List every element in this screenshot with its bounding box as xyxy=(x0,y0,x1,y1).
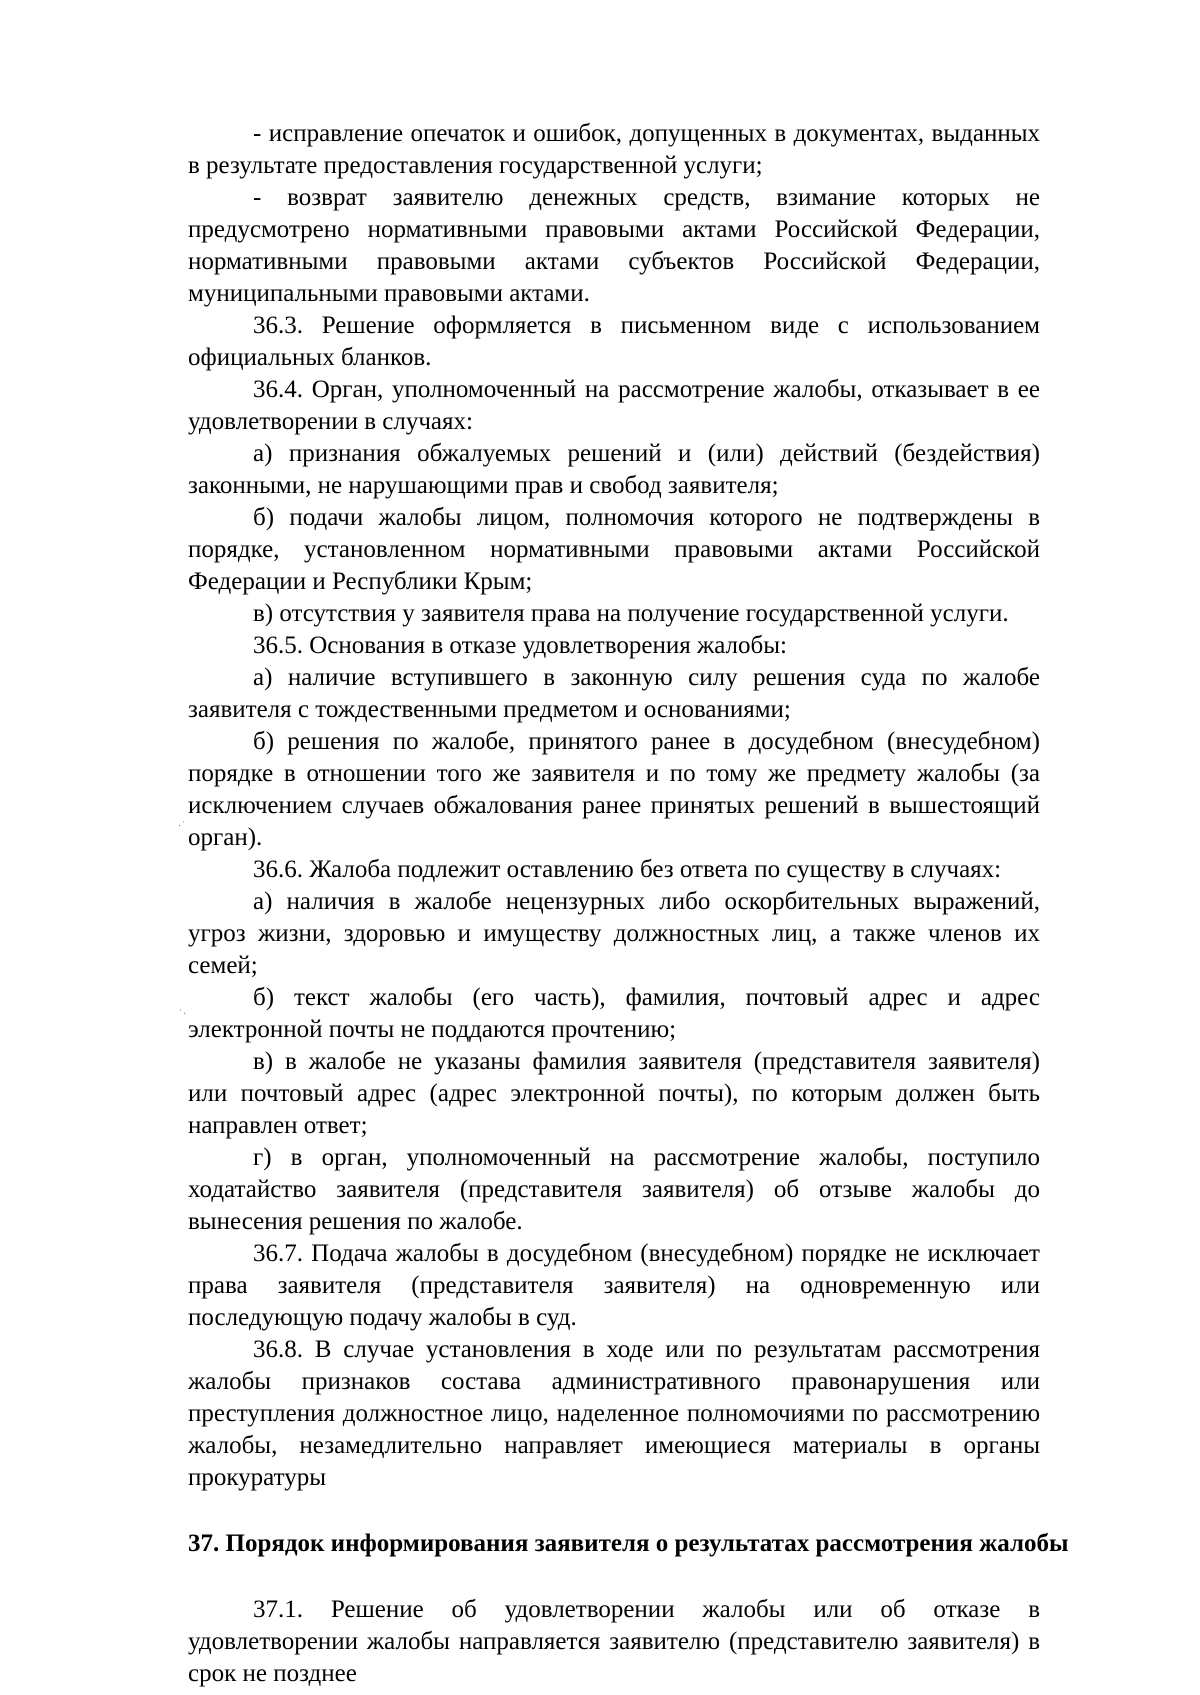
section-36-paragraph: г) в орган, уполномоченный на рассмотрение жалобы, поступило ходатайство заявителя (представителя заявителя) об отзыве жалобы до вынесения решения по жалобе. xyxy=(188,1144,1040,1235)
scan-artifact: ˙· xyxy=(178,1009,187,1020)
section-36-paragraph: б) решения по жалобе, принятого ранее в досудебном (внесудебном) порядке в отношении того же заявителя и по тому же предмету жалобы (за исключением случаев обжалования ранее принятых решений в вышестоящий орган). xyxy=(188,728,1040,851)
section-36-paragraph: 36.8. В случае установления в ходе или по результатам рассмотрения жалобы признаков состава административного правонарушения или преступления должностное лицо, наделенное полномочиями по рассмотрению жалобы, незамедлительно направляет имеющиеся материалы в органы прокуратуры xyxy=(188,1336,1040,1491)
section-36-paragraph: 36.5. Основания в отказе удовлетворения жалобы: xyxy=(253,632,787,659)
section-heading-37: 37. Порядок информирования заявителя о результатах рассмотрения жалобы xyxy=(188,1530,1069,1557)
section-37-body xyxy=(188,1594,1040,1690)
document-page xyxy=(188,118,1069,1690)
section-36-paragraph: - исправление опечаток и ошибок, допущенных в документах, выданных в результате предоставления государственной услуги; xyxy=(188,120,1040,179)
section-36-paragraph: а) признания обжалуемых решений и (или) действий (бездействия) законными, не нарушающими прав и свобод заявителя; xyxy=(188,440,1040,499)
section-36-paragraph: в) в жалобе не указаны фамилия заявителя (представителя заявителя) или почтовый адрес (адрес электронной почты), по которым должен быть направлен ответ; xyxy=(188,1048,1040,1139)
scan-artifact: ·˙ xyxy=(178,821,187,832)
section-36-paragraph: б) текст жалобы (его часть), фамилия, почтовый адрес и адрес электронной почты не поддаются прочтению; xyxy=(188,984,1040,1043)
section-36-paragraph: 36.3. Решение оформляется в письменном виде с использованием официальных бланков. xyxy=(188,312,1040,371)
section-37-paragraph: 37.1. Решение об удовлетворении жалобы или об отказе в удовлетворении жалобы направляется заявителю (представителю заявителя) в срок не позднее xyxy=(188,1596,1040,1687)
section-36-paragraph: в) отсутствия у заявителя права на получение государственной услуги. xyxy=(253,600,1009,627)
section-36-paragraph: 36.6. Жалоба подлежит оставлению без ответа по существу в случаях: xyxy=(253,856,1002,883)
section-36-paragraph: а) наличие вступившего в законную силу решения суда по жалобе заявителя с тождественными предметом и основаниями; xyxy=(188,664,1040,723)
section-36-paragraph: б) подачи жалобы лицом, полномочия которого не подтверждены в порядке, установленном нормативными правовыми актами Российской Федерации и Республики Крым; xyxy=(188,504,1040,595)
section-36-paragraph: 36.7. Подача жалобы в досудебном (внесудебном) порядке не исключает права заявителя (представителя заявителя) на одновременную или последующую подачу жалобы в суд. xyxy=(188,1240,1040,1331)
section-36-paragraph: 36.4. Орган, уполномоченный на рассмотрение жалобы, отказывает в ее удовлетворении в случаях: xyxy=(188,376,1040,435)
section-36-body xyxy=(188,118,1040,1494)
section-36-paragraph: а) наличия в жалобе нецензурных либо оскорбительных выражений, угроз жизни, здоровью и имуществу должностных лиц, а также членов их семей; xyxy=(188,888,1040,979)
section-36-paragraph: - возврат заявителю денежных средств, взимание которых не предусмотрено нормативными правовыми актами Российской Федерации, нормативными правовыми актами субъектов Российской Федерации, муниципальными правовыми актами. xyxy=(188,184,1040,307)
